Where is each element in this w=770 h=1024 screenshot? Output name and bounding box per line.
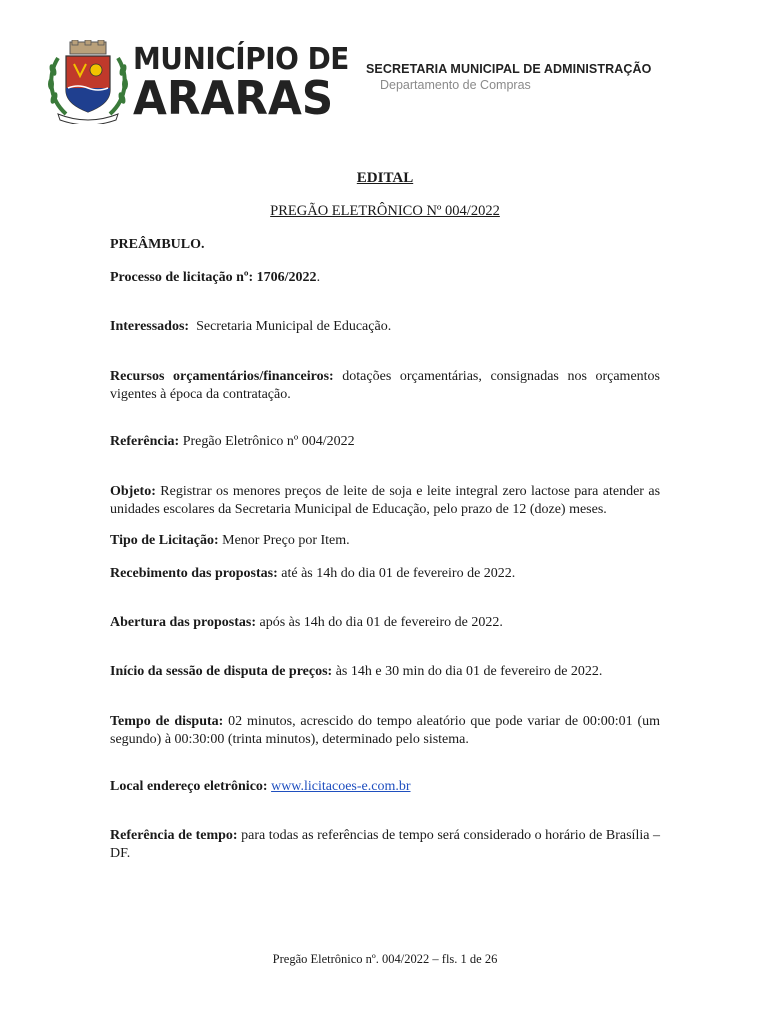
ref-tempo-value: para todas as referências de tempo será considerado o horário de Brasília – DF. <box>110 828 660 861</box>
interessados-field <box>110 318 660 336</box>
tipo-field <box>110 532 660 550</box>
document-title: EDITAL <box>356 170 414 186</box>
local-link[interactable]: www.licitacoes-e.com.br <box>271 779 411 794</box>
inicio-field <box>110 663 660 681</box>
tempo-field <box>110 713 660 749</box>
referencia-field <box>110 433 660 451</box>
brand-line-2: ARARAS <box>133 71 334 125</box>
municipal-coat-of-arms-icon <box>44 40 132 124</box>
department-header <box>366 62 651 92</box>
tipo-label: Tipo de Licitação: <box>110 533 219 548</box>
secretaria-name: SECRETARIA MUNICIPAL DE ADMINISTRAÇÃO <box>366 62 652 76</box>
brand-line-1: MUNICÍPIO DE <box>133 42 349 77</box>
inicio-label: Início da sessão de disputa de preços: <box>110 664 333 679</box>
document-subtitle: PREGÃO ELETRÔNICO Nº 004/2022 <box>270 203 500 219</box>
abertura-field <box>110 614 660 632</box>
ref-tempo-field <box>110 827 660 863</box>
recursos-label: Recursos orçamentários/financeiros: <box>110 369 334 384</box>
page-footer: Pregão Eletrônico nº. 004/2022 – fls. 1 de 26 <box>272 952 498 966</box>
local-field <box>110 778 660 796</box>
local-label: Local endereço eletrônico: <box>110 779 268 794</box>
objeto-label: Objeto: <box>110 484 156 499</box>
ref-tempo-label: Referência de tempo: <box>110 828 238 843</box>
processo-label: Processo de licitação nº: 1706/2022 <box>110 270 317 285</box>
recebimento-field <box>110 565 660 583</box>
abertura-label: Abertura das propostas: <box>110 615 256 630</box>
tempo-label: Tempo de disputa: <box>110 714 224 729</box>
interessados-label: Interessados: <box>110 319 190 334</box>
preambulo-heading: PREÂMBULO. <box>110 237 205 252</box>
tempo-value: 02 minutos, acrescido do tempo aleatório que pode variar de 00:00:01 (um segundo) à 00:30:00 (trinta minutos), determinado pelo sistema. <box>110 714 660 747</box>
referencia-label: Referência: <box>110 434 180 449</box>
recebimento-value: até às 14h do dia 01 de fevereiro de 2022. <box>281 566 516 581</box>
tipo-value: Menor Preço por Item. <box>222 533 350 548</box>
objeto-field <box>110 483 660 519</box>
municipality-brand <box>133 42 365 125</box>
recursos-value: dotações orçamentárias, consignadas nos orçamentos vigentes à época da contratação. <box>110 369 660 402</box>
interessados-value: Secretaria Municipal de Educação. <box>196 319 392 334</box>
recursos-field <box>110 368 660 404</box>
abertura-value: após às 14h do dia 01 de fevereiro de 2022. <box>259 615 503 630</box>
department-name: Departamento de Compras <box>380 78 531 92</box>
inicio-value: às 14h e 30 min do dia 01 de fevereiro de 2022. <box>335 664 603 679</box>
referencia-value: Pregão Eletrônico nº 004/2022 <box>182 434 355 449</box>
objeto-value: Registrar os menores preços de leite de soja e leite integral zero lactose para atender as unidades escolares da Secretaria Municipal de Educação, pelo prazo de 12 (doze) meses. <box>110 484 661 517</box>
recebimento-label: Recebimento das propostas: <box>110 566 278 581</box>
processo-field: Processo de licitação nº: 1706/2022. <box>110 270 321 285</box>
